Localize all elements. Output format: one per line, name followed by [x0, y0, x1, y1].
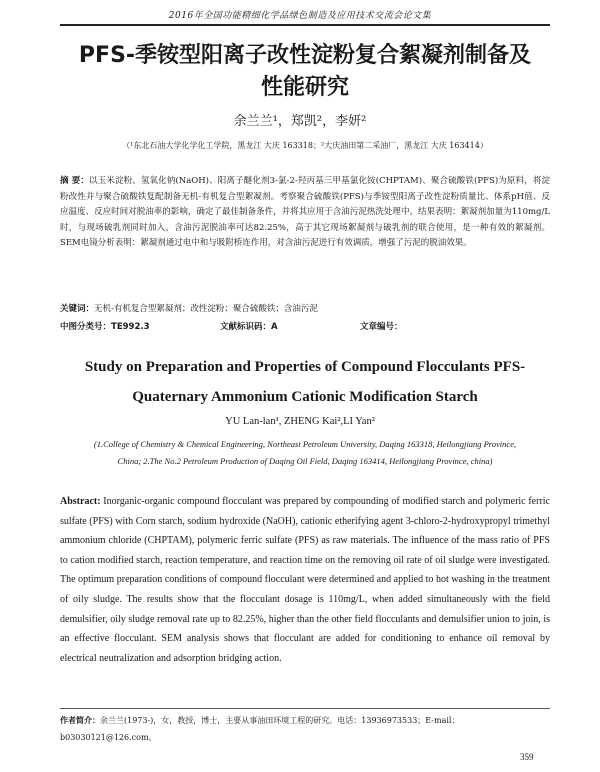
english-title-line-2: Quaternary Ammonium Cationic Modification Starch: [132, 389, 478, 405]
english-affiliation-line-1: (1.College of Chemistry & Chemical Engineering, Northeast Petroleum University, Daqing 163318, Heilongjiang Province,: [93, 439, 517, 449]
running-header: 2016年全国功能精细化学品绿色制造及应用技术交流会论文集: [168, 11, 432, 21]
chinese-abstract: [60, 174, 550, 252]
chinese-abstract-text: 以玉米淀粉、氢氧化钠(NaOH)、阳离子醚化剂3-氯-2-羟丙基三甲基氯化铵(CHPTAM)、聚合硫酸铁(PFS)为原料，将淀粉改性并与聚合硫酸铁复配制备无机-有机复合型絮凝剂。考察聚合硫酸铁(PFS)与季铵型阳离子改性淀粉质量比、体系pH值、反应温度、反应时间对脱油率的影响，确定了最佳制备条件，并将其应用于含油污泥热洗处理中。结果表明：絮凝剂加量为110mg/L时，与现场破乳剂同时加入，含油污泥脱油率可达82.25%，高于其它现场絮凝剂与破乳剂的联合使用，是一种有效的絮凝剂。SEM电镜分析表明：絮凝剂通过电中和与吸附桥连作用，对含油污泥进行有效调质，增强了污泥的脱油效果。: [60, 176, 550, 248]
keywords-label: 关键词：: [60, 304, 95, 314]
footnote-label: 作者简介：: [60, 716, 100, 725]
english-abstract: [60, 492, 550, 668]
english-abstract-label: Abstract:: [60, 496, 101, 507]
doc-code-label: 文献标识码：: [220, 322, 272, 332]
header-rule: [60, 24, 550, 26]
class-number-label: 中图分类号：: [60, 322, 112, 332]
chinese-title-line-2: 性能研究: [260, 75, 349, 100]
chinese-abstract-label: 摘 要：: [60, 176, 90, 186]
english-affiliation-line-2: China; 2.The No.2 Petroleum Production of Daqing Oil Field, Daqing 163414, Heilongjiang Province, china): [117, 456, 493, 466]
class-number-value: TE992.3: [111, 322, 150, 332]
chinese-affiliation: （¹东北石油大学化学化工学院，黑龙江 大庆 163318；²大庆油田第二采油厂，黑龙江 大庆 163414）: [122, 141, 488, 150]
chinese-authors: 余兰兰¹，郑凯²，李妍²: [233, 114, 367, 129]
english-authors: YU Lan-lan¹, ZHENG Kai²,LI Yan²: [225, 416, 375, 427]
chinese-keywords: [60, 302, 550, 314]
english-affiliation: [60, 436, 550, 470]
chinese-title: [60, 40, 550, 104]
english-title: [60, 352, 550, 412]
english-title-line-1: Study on Preparation and Properties of Compound Flocculants PFS-: [84, 359, 526, 375]
footnote-text-line-2: b03030121@126.com。: [60, 733, 157, 742]
footnote-rule: [60, 708, 550, 709]
chinese-title-line-1: PFS-季铵型阳离子改性淀粉复合絮凝剂制备及: [78, 43, 532, 68]
footnote-text-line-1: 余兰兰(1973-)，女，教授，博士，主要从事油田环境工程的研究。电话：13936973533；E-mail：: [100, 716, 460, 725]
article-number-label: 文章编号：: [360, 322, 403, 332]
page-number: 359: [520, 752, 534, 762]
keywords-text: 无机-有机复合型絮凝剂；改性淀粉；聚合硫酸铁；含油污泥: [94, 304, 318, 314]
author-footnote: [60, 712, 550, 746]
english-abstract-text: Inorganic-organic compound flocculant was prepared by compounding of modified starch and polymeric ferric sulfate (PFS) with Corn starch, sodium hydroxide (NaOH), cationic etherifying agent 3-chloro-2-hydroxypropyl trimethyl ammonium chloride (CHPTAM), polymeric ferric sulfate (PFS) as raw materials. The influence of the mass ratio of PFS to cation modified starch, reaction temperature, and reaction time on the removing oil rate of oil sludge were investigated. The optimum preparation conditions of compound flocculant were determined and applied to hot washing in the treatment of oily sludge. The results show that the flocculant dosage is 110mg/L, when added simultaneously with the field demulsifier, oily sludge removal rate up to 82.25%, higher than the other field flocculants and demulsifier union to join, is an effective flocculant. SEM analysis shows that flocculant are added for conditioning to enhance oil removal by electrical neutralization and adsorption bridging action.: [60, 496, 550, 664]
doc-code-value: A: [271, 322, 278, 332]
